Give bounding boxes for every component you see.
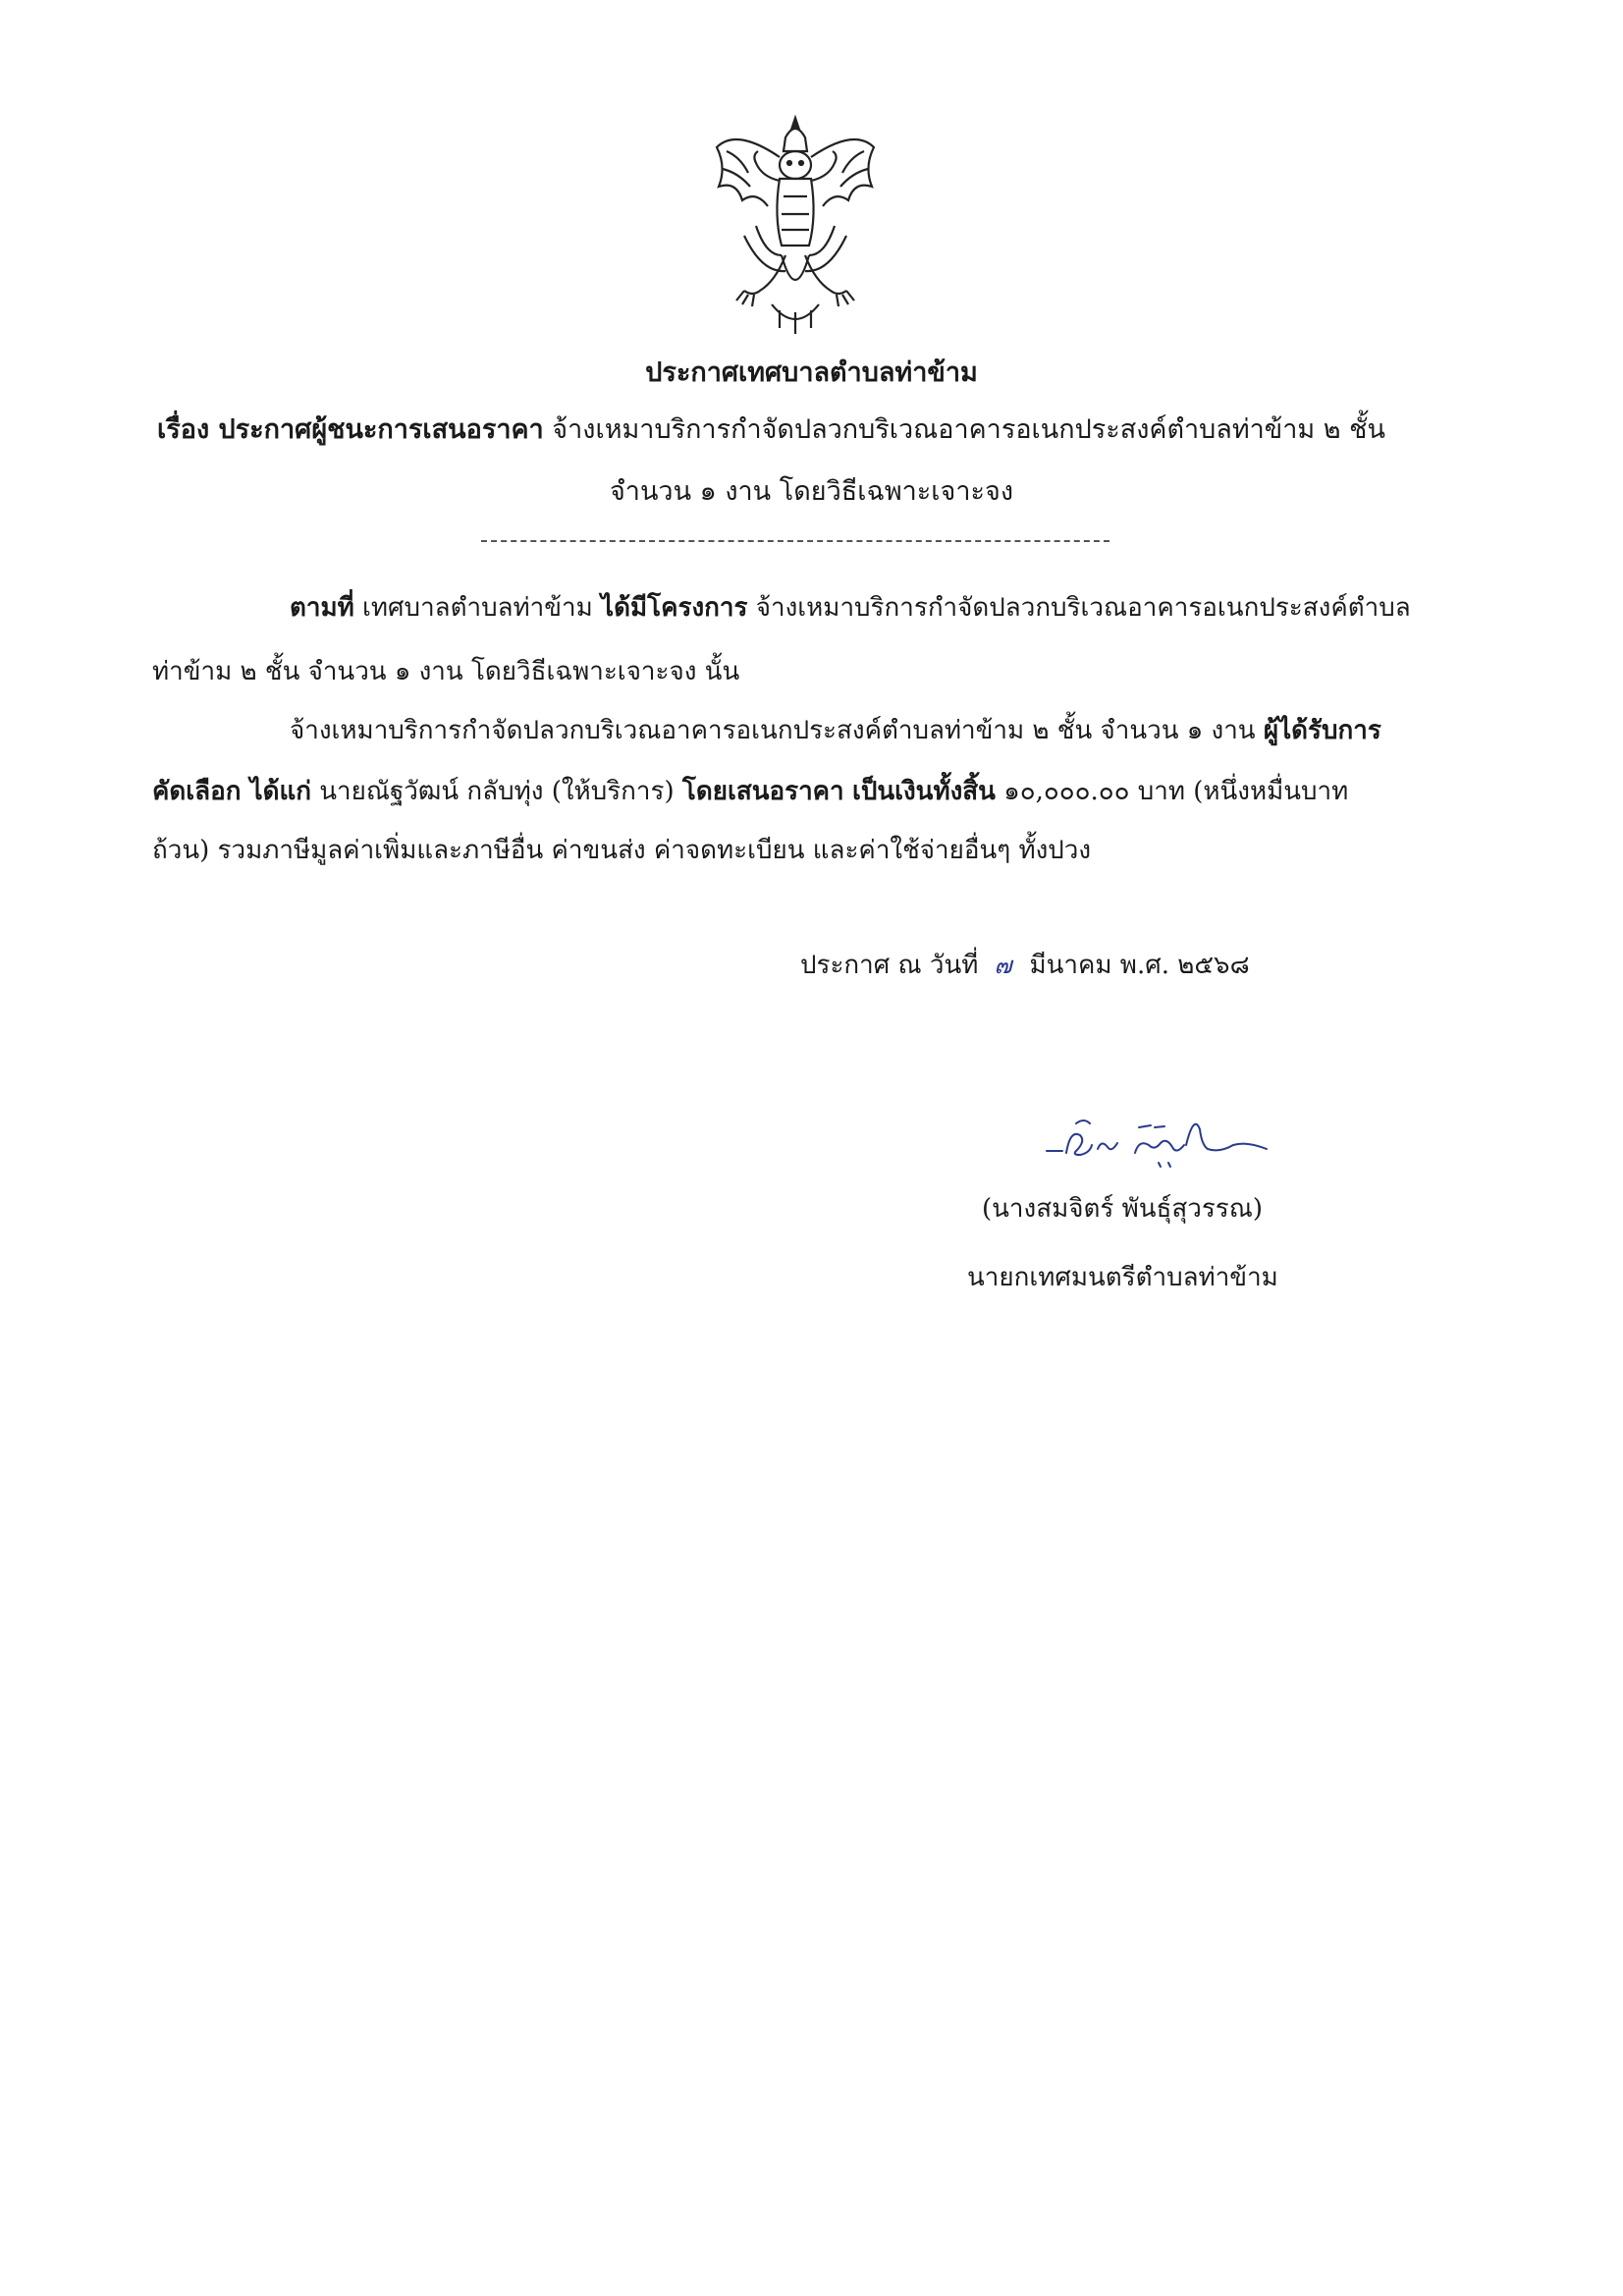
subject-line (157, 408, 1463, 450)
p2-amount-end: ถ้วน) (152, 836, 210, 865)
subject-line-2: จำนวน ๑ งาน โดยวิธีเฉพาะเจาะจง (609, 476, 1014, 507)
p1-project-label: ได้มีโครงการ (601, 593, 748, 623)
p2-tax-note: รวมภาษีมูลค่าเพิ่มและภาษีอื่น ค่าขนส่ง ค่าจดทะเบียน และค่าใช้จ่ายอื่นๆ ทั้งปวง (217, 836, 1092, 865)
signer-name: (นางสมจิตร์ พันธุ์สุวรรณ) (982, 1194, 1264, 1224)
garuda-emblem-icon (697, 108, 893, 344)
paragraph-2-line-1 (290, 710, 1381, 750)
p2-winner-name: นายณัฐวัฒน์ กลับทุ่ง (ให้บริการ) (319, 777, 675, 806)
signer-title: นายกเทศมนตรีตำบลท่าข้าม (967, 1263, 1278, 1292)
announcement-title: ประกาศเทศบาลตำบลท่าข้าม (645, 357, 978, 388)
date-prefix: ประกาศ ณ วันที่ (800, 951, 979, 980)
p2-winner-label: ผู้ได้รับการ (1263, 716, 1381, 745)
paragraph-2-line-2 (152, 771, 1348, 811)
p2-offer-label: โดยเสนอราคา (681, 777, 844, 806)
divider (481, 540, 1109, 542)
p2-project: จ้างเหมาบริการกำจัดปลวกบริเวณอาคารอเนกประสงค์ตำบลท่าข้าม ๒ ชั้น จำนวน ๑ งาน (290, 716, 1256, 745)
handwritten-signature (1041, 1110, 1276, 1178)
p2-selected-label: คัดเลือก ได้แก่ (152, 777, 311, 806)
p2-total-label: เป็นเงินทั้งสิ้น (851, 777, 996, 806)
subject-text: จ้างเหมาบริการกำจัดปลวกบริเวณอาคารอเนกประสงค์ตำบลท่าข้าม ๒ ชั้น (552, 414, 1385, 445)
paragraph-1-line-1 (290, 587, 1411, 628)
paragraph-1-line-2: ท่าข้าม ๒ ชั้น จำนวน ๑ งาน โดยวิธีเฉพาะเจาะจง นั้น (152, 657, 740, 686)
date-suffix: มีนาคม พ.ศ. ๒๕๖๘ (1029, 951, 1250, 980)
p1-lead: ตามที่ (290, 593, 354, 623)
announcement-date (800, 945, 1250, 985)
p2-amount: ๑๐,๐๐๐.๐๐ บาท (หนึ่งหมื่นบาท (1003, 777, 1349, 806)
p1-project: จ้างเหมาบริการกำจัดปลวกบริเวณอาคารอเนกประสงค์ตำบล (755, 593, 1411, 623)
subject-label: เรื่อง ประกาศผู้ชนะการเสนอราคา (157, 414, 544, 445)
handwritten-day: ๗ (994, 952, 1012, 979)
p1-org: เทศบาลตำบลท่าข้าม (362, 593, 593, 623)
paragraph-2-line-3 (152, 830, 1091, 870)
